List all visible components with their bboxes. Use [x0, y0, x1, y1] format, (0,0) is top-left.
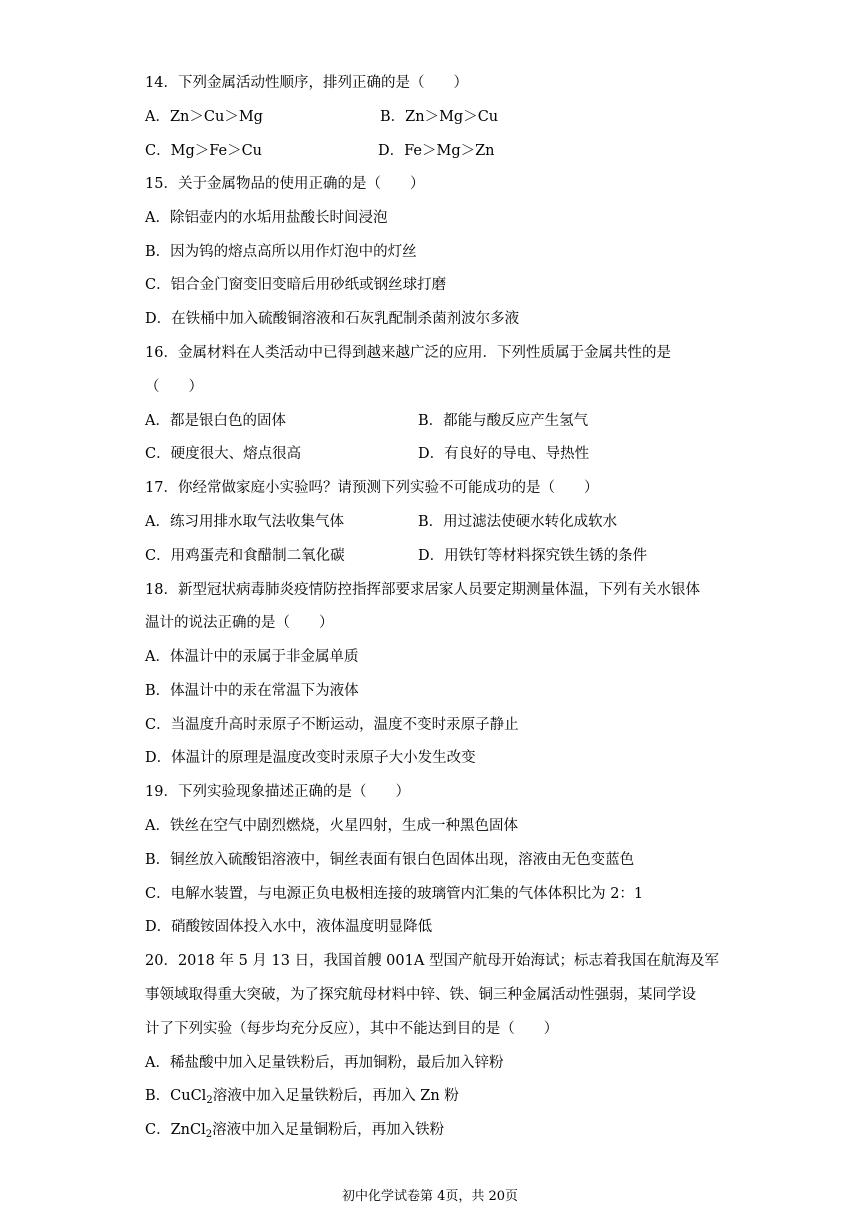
question-20-option-c-formula: C．ZnCl — [145, 1122, 206, 1138]
question-14-option-a: A．Zn＞Cu＞Mg — [145, 109, 263, 125]
question-17-option-d: D．用铁钉等材料探究铁生锈的条件 — [418, 548, 648, 564]
question-16-option-d: D．有良好的导电、导热性 — [418, 446, 590, 462]
question-18-option-d: D．体温计的原理是温度改变时汞原子大小发生改变 — [145, 750, 476, 766]
question-17-option-b: B．用过滤法使硬水转化成软水 — [418, 514, 618, 530]
question-15-option-a: A．除铝壶内的水垢用盐酸长时间浸泡 — [145, 210, 388, 226]
question-16-option-c: C．硬度很大、熔点很高 — [145, 446, 302, 462]
question-18-option-a: A．体温计中的汞属于非金属单质 — [145, 649, 359, 665]
question-15-option-c: C．铝合金门窗变旧变暗后用砂纸或钢丝球打磨 — [145, 277, 447, 293]
question-19-option-a: A．铁丝在空气中剧烈燃烧，火星四射，生成一种黑色固体 — [145, 818, 518, 834]
question-18-option-b: B．体温计中的汞在常温下为液体 — [145, 683, 359, 699]
page-footer: 初中化学试卷第 4页，共 20页 — [341, 1189, 519, 1204]
question-20-stem-line3: 计了下列实验（每步均充分反应），其中不能达到目的是（ ） — [145, 1021, 559, 1037]
question-20-stem-line2: 事领域取得重大突破，为了探究航母材料中锌、铁、铜三种金属活动性强弱，某同学设 — [145, 987, 696, 1003]
question-15-option-b: B．因为钨的熔点高所以用作灯泡中的灯丝 — [145, 244, 417, 260]
question-20-option-b-formula: B．CuCl — [145, 1088, 207, 1104]
question-20-option-b-text: 溶液中加入足量铁粉后，再加入 Zn 粉 — [212, 1088, 459, 1104]
question-14-stem: 14．下列金属活动性顺序，排列正确的是（ ） — [145, 75, 468, 91]
question-20-option-c-subscript: 2 — [205, 1129, 213, 1140]
question-18-stem-line1: 18．新型冠状病毒肺炎疫情防控指挥部要求居家人员要定期测量体温，下列有关水银体 — [145, 582, 700, 598]
question-20-option-a: A．稀盐酸中加入足量铁粉后，再加铜粉，最后加入锌粉 — [145, 1055, 504, 1071]
question-14-option-d: D．Fe＞Mg＞Zn — [378, 143, 495, 159]
question-20-option-b-subscript: 2 — [206, 1095, 213, 1106]
question-20-option-c — [145, 1120, 444, 1140]
question-18-stem-line2: 温计的说法正确的是（ ） — [145, 615, 334, 631]
question-19-stem: 19．下列实验现象描述正确的是（ ） — [145, 784, 410, 800]
question-20-option-b — [145, 1086, 459, 1106]
question-16-stem-line1: 16．金属材料在人类活动中已得到越来越广泛的应用．下列性质属于金属共性的是 — [145, 345, 671, 361]
question-17-option-a: A．练习用排水取气法收集气体 — [145, 514, 344, 530]
question-19-option-b: B．铜丝放入硫酸铝溶液中，铜丝表面有银白色固体出现，溶液由无色变蓝色 — [145, 852, 635, 868]
question-17-option-c: C．用鸡蛋壳和食醋制二氧化碳 — [145, 548, 345, 564]
question-15-stem: 15．关于金属物品的使用正确的是（ ） — [145, 176, 425, 192]
question-18-option-c: C．当温度升高时汞原子不断运动，温度不变时汞原子静止 — [145, 717, 519, 733]
question-15-option-d: D．在铁桶中加入硫酸铜溶液和石灰乳配制杀菌剂波尔多液 — [145, 311, 520, 327]
question-14-option-c: C．Mg＞Fe＞Cu — [145, 143, 263, 159]
question-16-option-b: B．都能与酸反应产生氢气 — [418, 413, 589, 429]
question-20-option-c-text: 溶液中加入足量铜粉后，再加入铁粉 — [212, 1122, 445, 1138]
question-16-stem-line2: （ ） — [145, 379, 203, 395]
question-17-stem: 17．你经常做家庭小实验吗？请预测下列实验不可能成功的是（ ） — [145, 480, 599, 496]
question-19-option-c: C．电解水装置，与电源正负电极相连接的玻璃管内汇集的气体体积比为 2：1 — [145, 886, 644, 902]
question-20-stem-line1: 20．2018 年 5 月 13 日，我国首艘 001A 型国产航母开始海试；标志着我国在航海及军 — [145, 953, 719, 969]
question-16-option-a: A．都是银白色的固体 — [145, 413, 286, 429]
question-19-option-d: D．硝酸铵固体投入水中，液体温度明显降低 — [145, 919, 433, 935]
question-14-option-b: B．Zn＞Mg＞Cu — [380, 109, 499, 125]
